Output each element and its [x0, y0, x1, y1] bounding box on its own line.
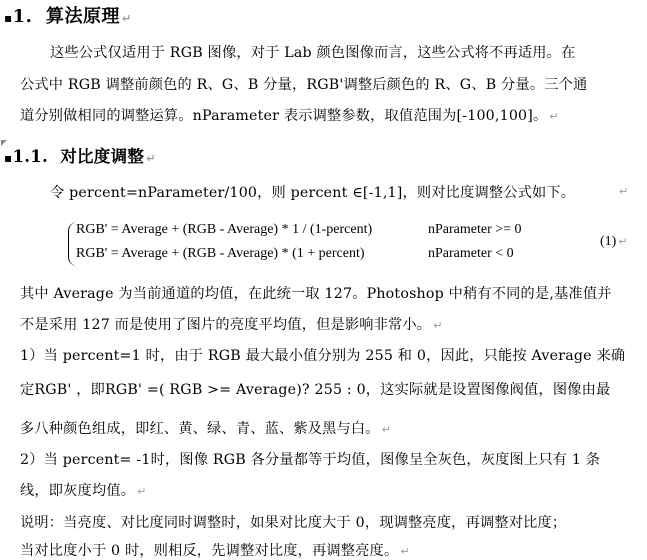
heading-2-title: 对比度调整	[60, 147, 145, 166]
heading-1	[4, 2, 132, 28]
para6-line2: 当对比度小于 0 时，则相反，先调整对比度，再调整亮度。 ↵	[20, 543, 410, 559]
heading-2-bullet: ▪	[4, 151, 13, 165]
para4-line3: 多八种颜色组成，即红、黄、绿、青、蓝、紫及黑与白。 ↵	[20, 421, 392, 437]
paragraph-mark: ↵	[619, 185, 629, 198]
para5-line2: 线，即灰度均值。 ↵	[20, 483, 147, 499]
para5-line1: 2）当 percent= -1时，图像 RGB 各分量都等于均值，图像呈全灰色，灰度图上只有 1 条	[20, 452, 601, 468]
formula-line1: RGB' = Average + (RGB - Average) * 1 / (1-percent)	[76, 222, 373, 237]
para4-line2: 定RGB' ，即RGB' =( RGB >= Average)? 255 : 0，这实际就是设置图像阀值，图像由最	[20, 382, 611, 398]
para2-line1: 令 percent=nParameter/100，则 percent ∈[-1,1]，则对比度调整公式如下。	[50, 185, 576, 201]
para1-line2: 公式中 RGB 调整前颜色的 R、G、B 分量，RGB'调整后颜色的 R、G、B 分量。三个通	[20, 77, 588, 93]
formula-number: (1) ↵	[600, 234, 628, 249]
heading-1-title: 算法原理	[45, 6, 120, 27]
paragraph-mark: ↵	[433, 319, 443, 332]
paragraph-mark: ↵	[549, 110, 559, 123]
paragraph-mark: ↵	[146, 152, 156, 165]
heading-1-number: 1.	[12, 6, 33, 27]
paragraph-mark: ↵	[121, 12, 132, 25]
para3-line2: 不是采用 127 而是使用了图片的亮度平均值，但是影响非常小。 ↵	[20, 317, 443, 333]
para6-line1: 说明：当亮度、对比度同时调整时，如果对比度大于 0，现调整亮度，再调整对比度；	[20, 515, 567, 531]
paragraph-mark: ↵	[400, 545, 410, 558]
para3-line1: 其中 Average 为当前通道的均值，在此统一取 127。Photoshop 中稍有不同的是,基准值并	[20, 286, 612, 302]
para1-line1: 这些公式仅适用于 RGB 图像，对于 Lab 颜色图像而言，这些公式将不再适用。在	[50, 45, 576, 61]
formula-cond1: nParameter >= 0	[428, 222, 522, 237]
para4-line1: 1）当 percent=1 时，由于 RGB 最大最小值分别为 255 和 0，因此，只能按 Average 来确	[20, 348, 626, 364]
heading-2-number: 1.1.	[12, 147, 49, 166]
paragraph-mark: ↵	[381, 423, 392, 436]
paragraph-mark: ↵	[618, 235, 628, 248]
heading-1-bullet: ▪	[4, 11, 13, 25]
heading-2	[4, 143, 156, 167]
formula-line2: RGB' = Average + (RGB - Average) * (1 + percent)	[76, 246, 365, 261]
para1-line3: 道分别做相同的调整运算。nParameter 表示调整参数，取值范围为[-100,100]。 ↵	[20, 108, 559, 124]
formula-cond2: nParameter < 0	[428, 246, 514, 261]
paragraph-mark: ↵	[137, 485, 147, 498]
